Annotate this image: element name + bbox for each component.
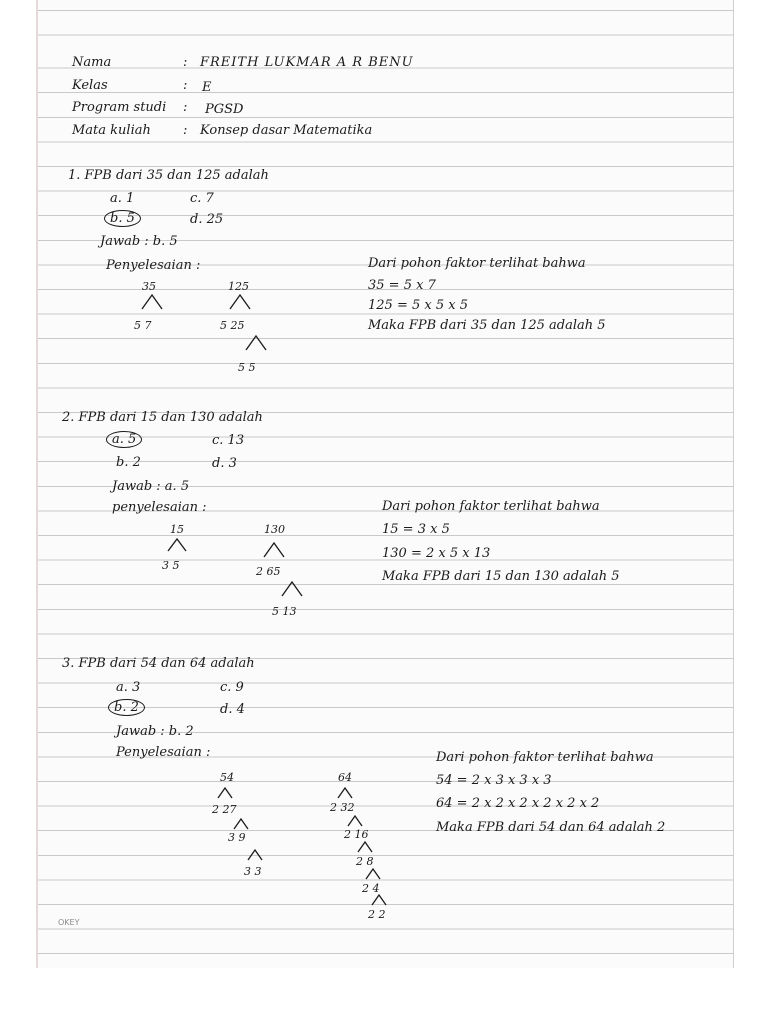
q3-tree54-branch-1 bbox=[216, 786, 234, 800]
q3-tree54-level3: 3 3 bbox=[244, 865, 262, 878]
q2-tree-right-sub-branch bbox=[280, 580, 304, 598]
q3-expl-1: Dari pohon faktor terlihat bahwa bbox=[436, 750, 654, 765]
q1-question: 1. FPB dari 35 dan 125 adalah bbox=[68, 168, 269, 183]
prodi-sep: : bbox=[183, 100, 188, 115]
q1-tree-left-root: 35 bbox=[142, 280, 156, 293]
q3-tree64-level5: 2 2 bbox=[368, 908, 386, 921]
q2-expl-2: 15 = 3 x 5 bbox=[382, 522, 450, 537]
q3-tree54-level2: 3 9 bbox=[228, 831, 246, 844]
q2-option-b: b. 2 bbox=[116, 455, 141, 470]
q3-option-b-circled: b. 2 bbox=[108, 699, 145, 716]
q3-penyelesaian: Penyelesaian : bbox=[116, 745, 211, 760]
q1-tree-right-sub-branch bbox=[244, 334, 268, 352]
q2-tree-left-root: 15 bbox=[170, 523, 184, 536]
q3-tree64-level3: 2 8 bbox=[356, 855, 374, 868]
q3-tree64-root: 64 bbox=[338, 771, 352, 784]
q1-tree-left-branch bbox=[140, 293, 164, 311]
q2-option-c: c. 13 bbox=[212, 433, 245, 448]
q1-tree-left-children: 5 7 bbox=[134, 319, 152, 332]
kelas-label: Kelas bbox=[72, 78, 108, 93]
q1-expl-1: Dari pohon faktor terlihat bahwa bbox=[368, 256, 586, 271]
q2-expl-1: Dari pohon faktor terlihat bahwa bbox=[382, 499, 600, 514]
q2-expl-4: Maka FPB dari 15 dan 130 adalah 5 bbox=[382, 569, 620, 584]
q2-option-d: d. 3 bbox=[212, 456, 237, 471]
q3-tree64-level2: 2 16 bbox=[344, 828, 369, 841]
q3-tree64-branch-5 bbox=[370, 893, 388, 907]
q3-tree54-root: 54 bbox=[220, 771, 234, 784]
q3-expl-4: Maka FPB dari 54 dan 64 adalah 2 bbox=[436, 820, 666, 835]
q3-tree54-branch-3 bbox=[246, 848, 264, 862]
q3-question: 3. FPB dari 54 dan 64 adalah bbox=[62, 656, 255, 671]
q2-tree-right-branch bbox=[262, 541, 286, 559]
page-margin-line bbox=[36, 0, 38, 968]
prodi-value: PGSD bbox=[205, 102, 244, 117]
q1-option-d: d. 25 bbox=[190, 212, 224, 227]
nama-sep: : bbox=[183, 55, 188, 70]
q3-tree54-branch-2 bbox=[232, 817, 250, 831]
q3-tree64-level1: 2 32 bbox=[330, 801, 355, 814]
q2-tree-right-children: 2 65 bbox=[256, 565, 281, 578]
nama-value: FREITH LUKMAR A R BENU bbox=[200, 55, 414, 70]
q2-option-a-circled: a. 5 bbox=[106, 431, 142, 448]
q2-penyelesaian: penyelesaian : bbox=[112, 500, 207, 515]
q3-tree64-branch-3 bbox=[356, 840, 374, 854]
q2-jawab: Jawab : a. 5 bbox=[112, 479, 190, 494]
q3-tree54-level1: 2 27 bbox=[212, 803, 237, 816]
q3-expl-2: 54 = 2 x 3 x 3 x 3 bbox=[436, 773, 552, 788]
q1-expl-4: Maka FPB dari 35 dan 125 adalah 5 bbox=[368, 318, 606, 333]
matkul-value: Konsep dasar Matematika bbox=[200, 123, 373, 138]
q3-jawab: Jawab : b. 2 bbox=[116, 724, 194, 739]
q3-expl-3: 64 = 2 x 2 x 2 x 2 x 2 x 2 bbox=[436, 796, 600, 811]
q3-option-c: c. 9 bbox=[220, 680, 244, 695]
q2-tree-right-grand: 5 13 bbox=[272, 605, 297, 618]
kelas-sep: : bbox=[183, 78, 188, 93]
q1-option-b-circled: b. 5 bbox=[104, 210, 141, 227]
q2-tree-left-children: 3 5 bbox=[162, 559, 180, 572]
footer-mark: OKEY bbox=[58, 918, 80, 927]
q1-tree-right-root: 125 bbox=[228, 280, 249, 293]
q2-expl-3: 130 = 2 x 5 x 13 bbox=[382, 546, 491, 561]
q1-option-c: c. 7 bbox=[190, 191, 214, 206]
q2-question: 2. FPB dari 15 dan 130 adalah bbox=[62, 410, 263, 425]
q1-option-a: a. 1 bbox=[110, 191, 135, 206]
q3-tree64-level4: 2 4 bbox=[362, 882, 380, 895]
q1-tree-right-children: 5 25 bbox=[220, 319, 245, 332]
q2-tree-left-branch bbox=[166, 537, 188, 553]
q3-tree64-branch-4 bbox=[364, 867, 382, 881]
q1-jawab: Jawab : b. 5 bbox=[100, 234, 178, 249]
q2-tree-right-root: 130 bbox=[264, 523, 285, 536]
nama-label: Nama bbox=[72, 55, 112, 70]
matkul-sep: : bbox=[183, 123, 188, 138]
matkul-label: Mata kuliah bbox=[72, 123, 151, 138]
q1-expl-2: 35 = 5 x 7 bbox=[368, 278, 436, 293]
q1-tree-right-grand: 5 5 bbox=[238, 361, 256, 374]
q3-tree64-branch-1 bbox=[336, 786, 354, 800]
q3-option-d: d. 4 bbox=[220, 702, 245, 717]
q1-expl-3: 125 = 5 x 5 x 5 bbox=[368, 298, 468, 313]
q3-option-a: a. 3 bbox=[116, 680, 141, 695]
q1-penyelesaian: Penyelesaian : bbox=[106, 258, 201, 273]
kelas-value: E bbox=[202, 80, 212, 95]
q1-tree-right-branch bbox=[228, 293, 252, 311]
q3-tree64-branch-2 bbox=[346, 814, 364, 828]
prodi-label: Program studi bbox=[72, 100, 167, 115]
